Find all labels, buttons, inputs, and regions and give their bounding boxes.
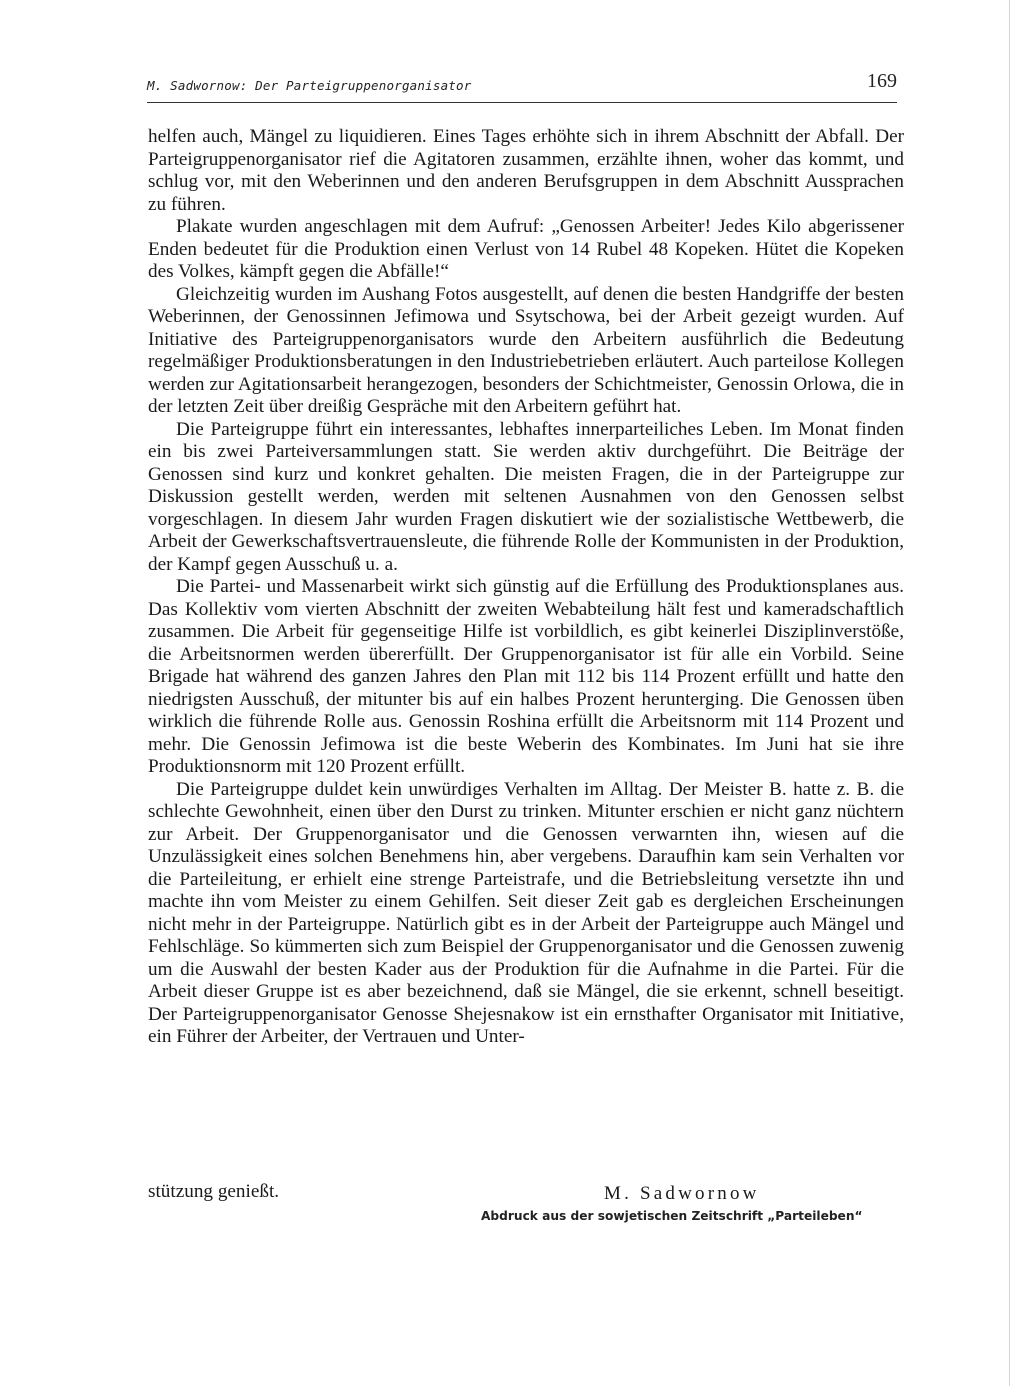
author-signature: M. Sadwornow <box>604 1183 760 1204</box>
header-rule <box>147 102 897 103</box>
page-header <box>147 70 897 106</box>
paragraph-5: Die Partei- und Massenarbeit wirkt sich günstig auf die Erfüllung des Produktionsplanes aus. Das Kollektiv vom vierten Abschnitt der zweiten Webabteilung hält fest und kameradschaftlich zusammen. Die Arbeit für gegenseitige Hilfe ist vorbildlich, es gibt keinerlei Disziplinverstöße, die Arbeitsnormen werden übererfüllt. Der Gruppenorganisator ist für alle ein Vorbild. Seine Brigade hat während des ganzen Jahres den Plan mit 112 bis 114 Prozent erfüllt und hatte den niedrigsten Ausschuß, der mitunter bis auf ein halbes Prozent herunterging. Die Genossen üben wirklich die führende Rolle aus. Genossin Roshina erfüllt die Arbeitsnorm mit 114 Prozent und mehr. Die Genossin Jefimowa ist die beste Weberin des Kombinates. Im Juni hat sie ihre Produktionsnorm mit 120 Prozent erfüllt. <box>148 576 904 777</box>
page-edge-line <box>1009 0 1010 1386</box>
source-note: Abdruck aus der sowjetischen Zeitschrift „Parteileben“ <box>481 1209 863 1223</box>
paragraph-2: Plakate wurden angeschlagen mit dem Aufruf: „Genossen Arbeiter! Jedes Kilo abgerissener Enden bedeutet für die Produktion einen Verlust von 14 Rubel 48 Kopeken. Hütet die Kopeken des Volkes, kämpft gegen die Abfälle!“ <box>148 216 904 282</box>
paragraph-4: Die Parteigruppe führt ein interessantes, lebhaftes innerparteiliches Leben. Im Monat finden ein bis zwei Parteiversammlungen statt. Sie werden aktiv durchgeführt. Die Beiträge der Genossen sind kurz und konkret gehalten. Die meisten Fragen, die in der Parteigruppe zur Diskussion gestellt werden, werden mit seltenen Ausnahmen von den Genossen selbst vorgeschlagen. In diesem Jahr wurden Fragen diskutiert wie der sozialistische Wettbewerb, die Arbeit der Gewerkschaftsvertrauensleute, die führende Rolle der Kommunisten in der Produktion, der Kampf gegen Ausschuß u. a. <box>148 418 904 575</box>
article-body <box>148 126 904 1049</box>
paragraph-6: Die Parteigruppe duldet kein unwürdiges Verhalten im Alltag. Der Meister B. hatte z. B. die schlechte Gewohnheit, einen über den Durst zu trinken. Mitunter erschien er nicht ganz nüchtern zur Arbeit. Der Gruppenorganisator und die Genossen verwarnten ihn, wiesen auf die Unzulässigkeit eines solchen Benehmens hin, aber vergebens. Daraufhin kam sein Verhalten vor die Parteileitung, er erhielt eine strenge Parteistrafe, und die Betriebsleitung versetzte ihn und machte ihn vom Meister zu einem Gehilfen. Seit dieser Zeit gab es dergleichen Erscheinungen nicht mehr in der Parteigruppe. Natürlich gibt es in der Arbeit der Parteigruppe auch Mängel und Fehlschläge. So kümmerten sich zum Beispiel der Gruppenorganisator und die Genossen zuwenig um die Auswahl der besten Kader aus der Produktion für die Aufnahme in die Partei. Für die Arbeit dieser Gruppe ist es aber bezeichnend, daß sie Mängel, die sie erkennt, schnell beseitigt. Der Parteigruppenorganisator Genosse Shejesnakow ist ein ernsthafter Organisator mit Initiative, ein Führer der Arbeiter, der Vertrauen und Unter- <box>148 778 904 1047</box>
running-head: M. Sadwornow: Der Parteigruppenorganisator <box>147 78 472 93</box>
paragraph-1: helfen auch, Mängel zu liquidieren. Eines Tages erhöhte sich in ihrem Abschnitt der Abfall. Der Parteigruppenorganisator rief die Agitatoren zusammen, erzählte ihnen, woher das kommt, und schlug vor, mit den Weberinnen und den anderen Berufsgruppen in dem Abschnitt Aussprachen zu führen. <box>148 126 904 215</box>
signature-row <box>148 1181 904 1211</box>
page-number: 169 <box>867 70 897 92</box>
closing-line: stützung genießt. <box>148 1181 280 1202</box>
paragraph-3: Gleichzeitig wurden im Aushang Fotos ausgestellt, auf denen die besten Handgriffe der besten Weberinnen, der Genossinnen Jefimowa und Ssytschowa, bei der Arbeit gezeigt wurden. Auf Initiative des Parteigruppenorganisators wurde den Arbeitern ausführlich die Bedeutung regelmäßiger Produktionsberatungen in den Industriebetrieben erläutert. Auch parteilose Kollegen werden zur Agitationsarbeit herangezogen, besonders der Schichtmeister, Genossin Orlowa, die in der letzten Zeit über dreißig Gespräche mit den Arbeitern geführt hat. <box>148 283 904 417</box>
